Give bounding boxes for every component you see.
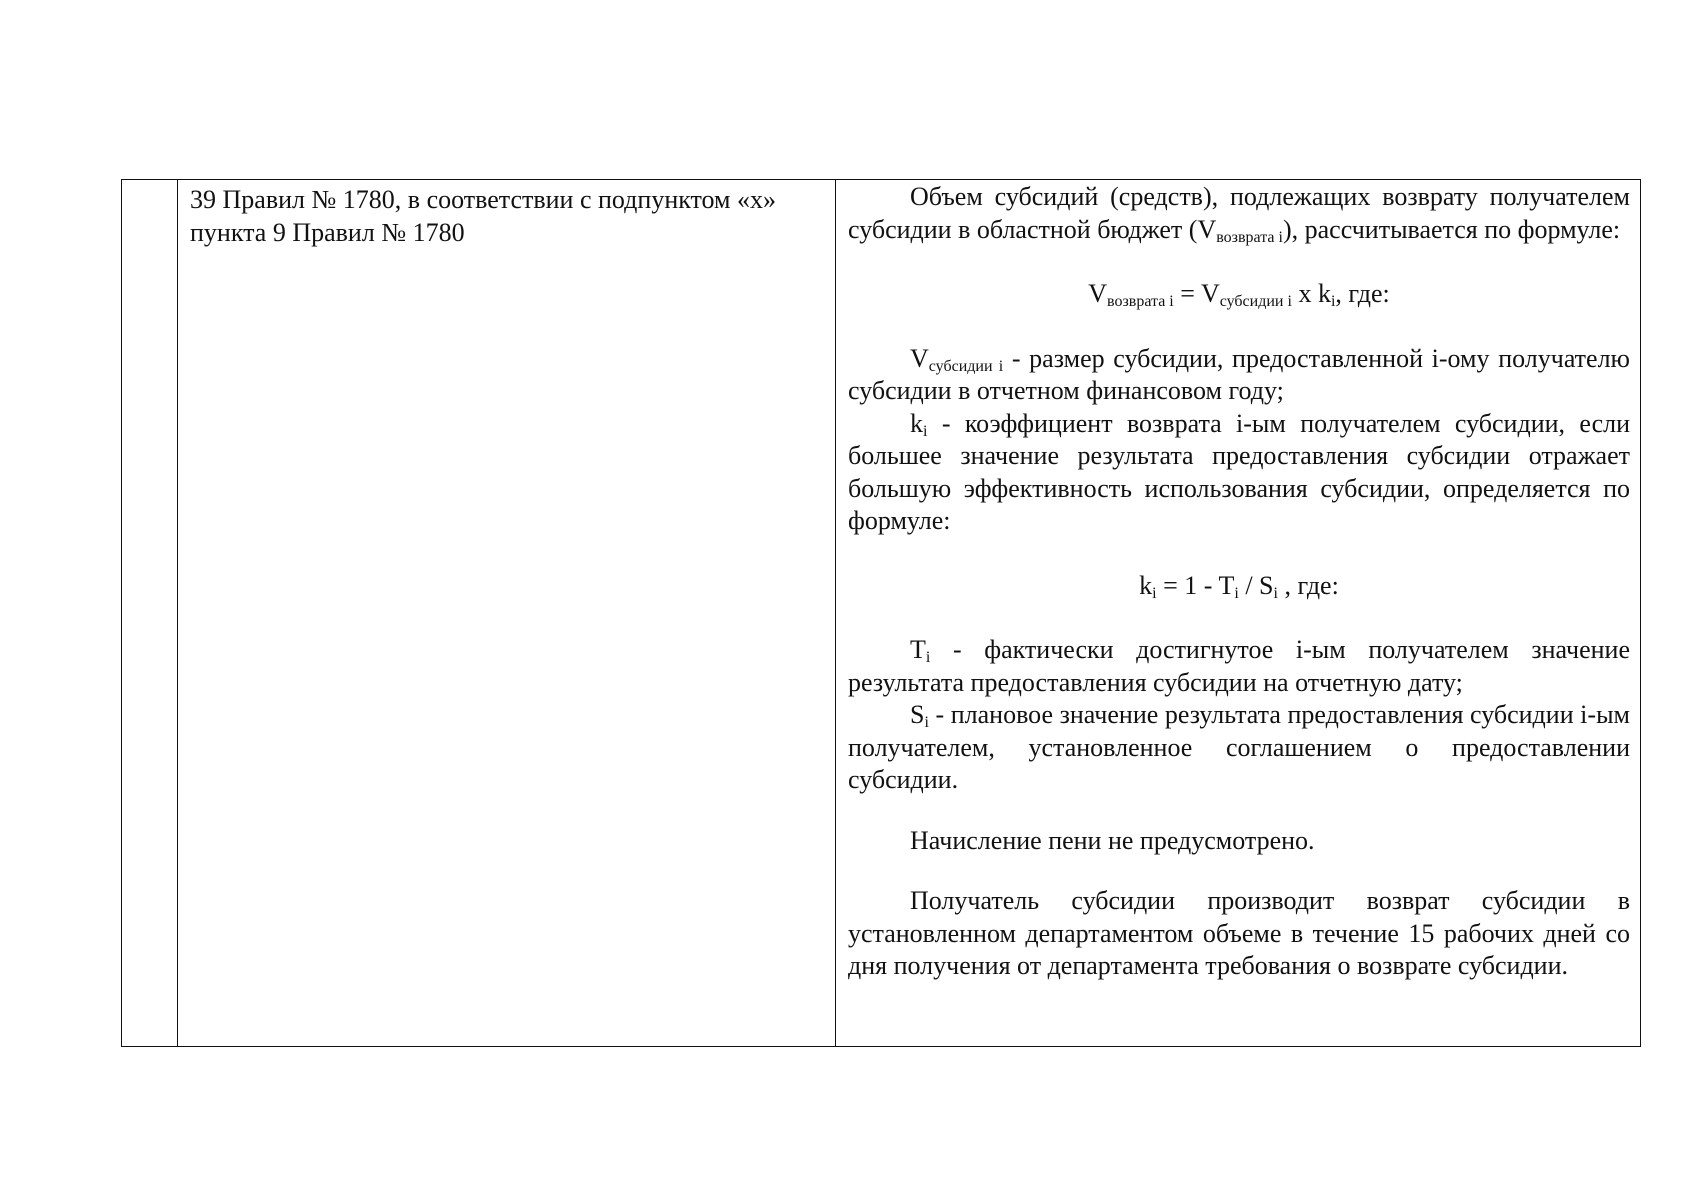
paragraph-t-definition: $T_i$ - фактически достигнутое i-ым получателем значение результата предоставления субсидии на отчетную дату; bbox=[848, 635, 1630, 697]
table-row bbox=[122, 180, 1641, 1047]
formula-refund: $V_{возврата i} = V_{субсидии i}$ x $k_i$, где: bbox=[1088, 279, 1390, 310]
number-cell bbox=[122, 180, 178, 1047]
paragraph-penalty: Начисление пени не предусмотрено. bbox=[910, 825, 1315, 855]
paragraph-refund-volume: Объем субсидий (средств), подлежащих возврату получателем субсидии в областной бюджет $(V_{возврата i})$, рассчитывается по формуле: bbox=[848, 182, 1630, 246]
document-table bbox=[121, 179, 1641, 1047]
paragraph-k-definition: $k_i$ - коэффициент возврата i-ым получателем субсидии, если большее значение результата предоставления субсидии отражает большую эффективность использования субсидии, определяется по формуле: bbox=[848, 408, 1630, 535]
basis-cell bbox=[178, 180, 836, 1047]
paragraph-v-subsidy-definition: $V_{субсидии i}$ - размер субсидии, предоставленной i-ому получателю субсидии в отчетном финансовом году; bbox=[848, 343, 1630, 405]
paragraph-s-definition: $S_i$ - плановое значение результата предоставления субсидии i-ым получателем, установленное соглашением о предоставлении субсидии. bbox=[848, 700, 1630, 794]
content-cell bbox=[836, 180, 1641, 1047]
paragraph-refund-procedure: Получатель субсидии производит возврат субсидии в установленном департаментом объеме в течение 15 рабочих дней со дня получения от департамента требования о возврате субсидии. bbox=[848, 886, 1630, 980]
content-text bbox=[836, 180, 1640, 983]
basis-text: 39 Правил № 1780, в соответствии с подпунктом «х» пункта 9 Правил № 1780 bbox=[190, 185, 777, 247]
formula-coefficient: $k_i = 1 - T_i / S_i$ , где: bbox=[1139, 570, 1339, 602]
